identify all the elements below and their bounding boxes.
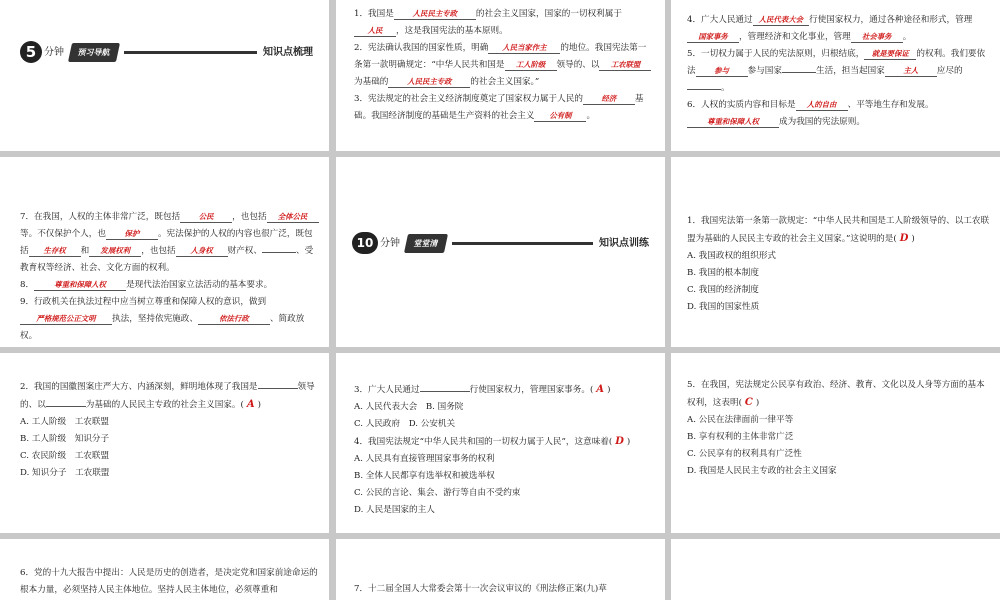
option-c: C. 我国的经济制度 xyxy=(687,285,759,295)
option-d: D. 我国是人民民主专政的社会主义国家 xyxy=(687,466,837,476)
question-1: 1．我国宪法第一条第一款规定：“中华人民共和国是工人阶级领导的、以工农联盟为基础的人民民主专政的社会主义国家。”这说明的是( D ) xyxy=(687,216,990,244)
section-tag: 预习导航 xyxy=(68,43,120,62)
slide-questions-7-9 xyxy=(0,157,329,347)
option-a: A. 公民在法律面前一律平等 xyxy=(687,415,794,425)
question-2: 2．我国的国徽图案庄严大方、内涵深刻，鲜明地体现了我国是 领导的、以 为基础的人民民主专政的社会主义国家。( A ) xyxy=(20,382,315,410)
section-title: 知识点训练 xyxy=(599,237,649,249)
slide-question-6 xyxy=(0,539,329,600)
question-9: 9．行政机关在执法过程中应当树立尊重和保障人权的意识，做到严格规范公正文明 执法，坚持依宪施政、 依法行政 、简政放权。 xyxy=(20,297,305,341)
slide-question-5 xyxy=(671,353,1000,533)
slide-empty xyxy=(671,539,1000,600)
option-a: A. 我国政权的组织形式 xyxy=(687,251,777,261)
slide-question-1 xyxy=(671,157,1000,347)
option-a: A. 人民具有直接管理国家事务的权利 xyxy=(354,454,495,464)
section-tag: 堂堂清 xyxy=(404,234,448,253)
minutes-badge: 10 xyxy=(352,232,378,254)
option-a: A. 工人阶级 工农联盟 xyxy=(20,417,110,427)
banner-line xyxy=(452,242,593,245)
slide-questions-4-6 xyxy=(671,0,1000,151)
question-3: 3．广大人民通过 行使国家权力，管理国家事务。( A ) xyxy=(354,384,611,395)
slide-training-header xyxy=(336,157,665,347)
question-4: 4．广大人民通过 人民代表大会 行使国家权力，通过各种途径和形式，管理国家事务 ，管理经济和文化事业，管理 社会事务 。 xyxy=(687,15,973,42)
answer-choice: A xyxy=(246,399,255,410)
slide-question-2 xyxy=(0,353,329,533)
slide-preview-header xyxy=(0,0,329,151)
option-d: D. 知识分子 工农联盟 xyxy=(20,468,110,478)
option-c: C. 公民的言论、集会、游行等自由不受约束 xyxy=(354,488,521,498)
option-b: B. 我国的根本制度 xyxy=(687,268,759,278)
option-b: B. 全体人民都享有选举权和被选举权 xyxy=(354,471,495,481)
slide-question-7 xyxy=(336,539,665,600)
options-ab: A. 人民代表大会 B. 国务院 xyxy=(354,402,464,412)
question-8: 8． 尊重和保障人权 是现代法治国家立法活动的基本要求。 xyxy=(20,280,273,290)
option-d: D. 我国的国家性质 xyxy=(687,302,760,312)
question-6: 6．人权的实质内容和目标是 人的自由 、平等地生存和发展。尊重和保障人权 成为我国的宪法原则。 xyxy=(687,100,934,127)
question-7: 7．十二届全国人大常委会第十一次会议审议的《刑法修正案(九)草 xyxy=(354,584,607,594)
minutes-label: 分钟 xyxy=(380,237,400,249)
question-5: 5．一切权力属于人民的宪法原则，归根结底， 就是要保证 的权利。我们要依法 参与 参与国家 生活，担当起国家 主人 应尽的。 xyxy=(687,49,986,93)
option-c: C. 公民享有的权利具有广泛性 xyxy=(687,449,802,459)
section-banner xyxy=(352,231,649,255)
answer-choice: C xyxy=(744,397,753,408)
question-3: 3．宪法规定的社会主义经济制度奠定了国家权力属于人民的 经济 基础。我国经济制度的基础是生产资料的社会主义 公有制 。 xyxy=(354,94,644,121)
question-4: 4．我国宪法规定“中华人民共和国的一切权力属于人民”，这意味着( D ) xyxy=(354,436,631,447)
option-c: C. 农民阶级 工农联盟 xyxy=(20,451,110,461)
banner-line xyxy=(124,51,257,54)
question-1: 1．我国是 人民民主专政 的社会主义国家，国家的一切权利属于人民 ，这是我国宪法的基本原则。 xyxy=(354,9,622,36)
option-d: D. 人民是国家的主人 xyxy=(354,505,435,515)
question-6: 6．党的十九大报告中提出：人民是历史的创造者，是决定党和国家前途命运的根本力量，必须坚持人民主体地位。坚持人民主体地位，必须尊重和 xyxy=(20,568,318,595)
option-b: B. 享有权利的主体非常广泛 xyxy=(687,432,794,442)
answer-choice: D xyxy=(899,233,909,244)
minutes-badge: 5 xyxy=(20,41,42,63)
minutes-label: 分钟 xyxy=(44,46,64,58)
section-title: 知识点梳理 xyxy=(263,46,313,58)
slide-questions-3-4 xyxy=(336,353,665,533)
answer-choice: D xyxy=(615,436,624,447)
question-2: 2．宪法确认我国的国家性质，明确 人民当家作主 的地位。我国宪法第一条第一款明确规定：“中华人民共和国是 工人阶级 领导的、以 工农联盟为基础的 人民民主专政 的社会主义国家。” xyxy=(354,40,653,91)
options-cd: C. 人民政府 D. 公安机关 xyxy=(354,419,456,429)
question-5: 5．在我国，宪法规定公民享有政治、经济、教育、文化以及人身等方面的基本权利，这表明( C ) xyxy=(687,380,985,408)
question-7: 7．在我国，人权的主体非常广泛，既包括 公民 ，也包括 全体公民等。不仅保护个人，也 保护 。宪法保护的人权的内容也很广泛，既包括 生存权 和 发展权利 ，也包括 人身权 财产权、 、受教育权等经济、社会、文化方面的权利。 xyxy=(20,209,321,277)
slide-questions-1-3 xyxy=(336,0,665,151)
section-banner xyxy=(20,40,313,64)
option-b: B. 工人阶级 知识分子 xyxy=(20,434,110,444)
answer-choice: A xyxy=(596,384,605,395)
